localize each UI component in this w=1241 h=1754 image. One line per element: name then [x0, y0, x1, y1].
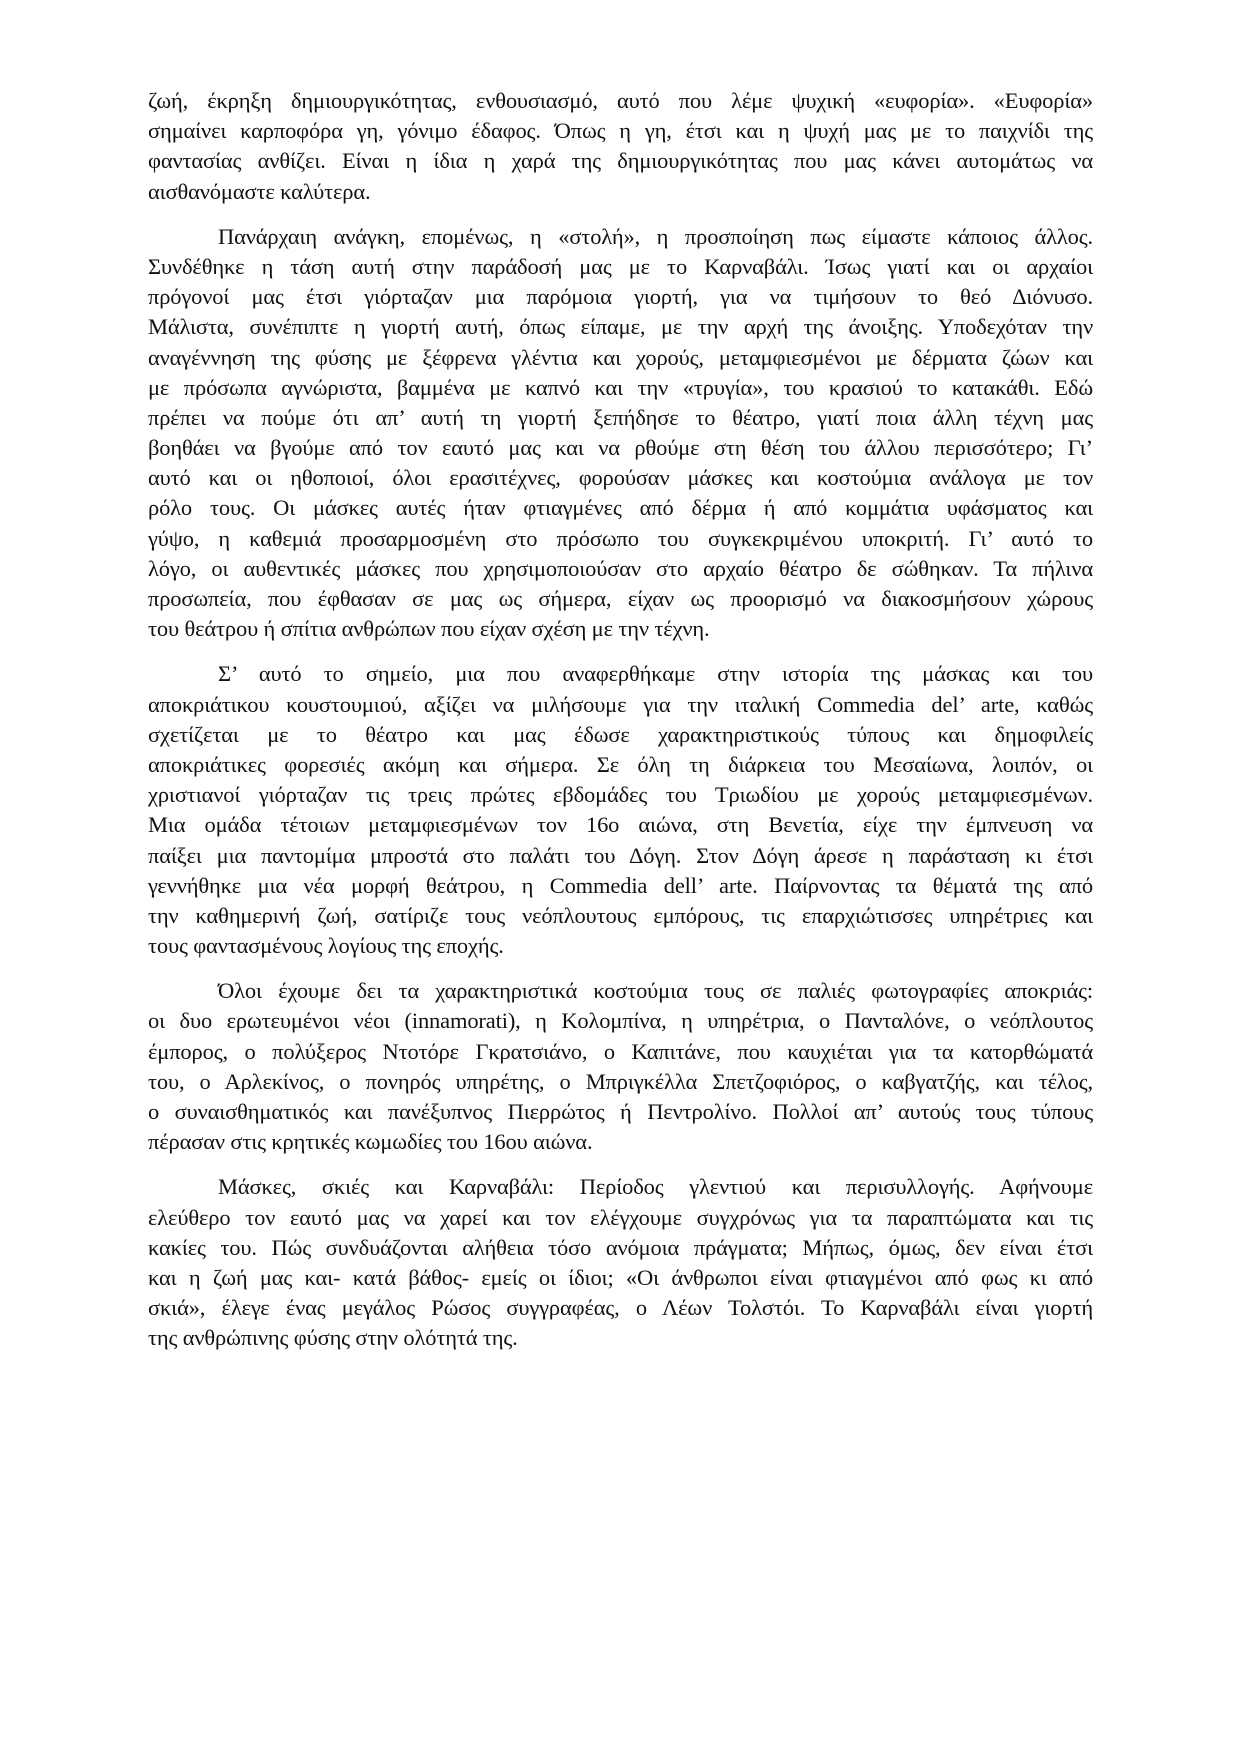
text-line: χριστιανοί γιόρταζαν τις τρεις πρώτες εβδομάδες του Τριωδίου με χορούς μεταμφιεσμένων.	[148, 782, 1093, 808]
text-line: Συνδέθηκε η τάση αυτή στην παράδοσή μας με το Καρναβάλι. Ίσως γιατί και οι αρχαίοι	[148, 253, 1093, 279]
paragraph-2	[148, 222, 1093, 645]
text-line: αποκριάτικες φορεσιές ακόμη και σήμερα. Σε όλη τη διάρκεια του Μεσαίωνα, λοιπόν, οι	[148, 751, 1093, 777]
text-line: και η ζωή μας και- κατά βάθος- εμείς οι ίδιοι; «Οι άνθρωποι είναι φτιαγμένοι από φως κι από	[148, 1264, 1093, 1290]
body-text	[148, 86, 1093, 1369]
text-line: Σ’ αυτό το σημείο, μια που αναφερθήκαμε στην ιστορία της μάσκας και του	[218, 661, 1093, 687]
text-line: της ανθρώπινης φύσης στην ολότητά της.	[148, 1325, 518, 1351]
text-line: Μια ομάδα τέτοιων μεταμφιεσμένων τον 16ο αιώνα, στη Βενετία, είχε την έμπνευση να	[148, 812, 1093, 838]
text-line: Πανάρχαιη ανάγκη, επομένως, η «στολή», η προσποίηση πως είμαστε κάποιος άλλος.	[218, 223, 1093, 249]
text-line: σχετίζεται με το θέατρο και μας έδωσε χαρακτηριστικούς τύπους και δημοφιλείς	[148, 721, 1093, 747]
text-line: με πρόσωπα αγνώριστα, βαμμένα με καπνό και την «τρυγία», του κρασιού το κατακάθι. Εδώ	[148, 374, 1093, 400]
text-line: αποκριάτικου κουστουμιού, αξίζει να μιλήσουμε για την ιταλική Commedia del’ arte, καθώς	[148, 691, 1093, 717]
paragraph-3	[148, 659, 1093, 961]
text-line: πρέπει να πούμε ότι απ’ αυτή τη γιορτή ξεπήδησε το θέατρο, γιατί ποια άλλη τέχνη μας	[148, 404, 1093, 430]
text-line: ζωή, έκρηξη δημιουργικότητας, ενθουσιασμό, αυτό που λέμε ψυχική «ευφορία». «Ευφορία»	[148, 88, 1093, 113]
text-line: κακίες του. Πώς συνδυάζονται αλήθεια τόσο ανόμοια πράγματα; Μήπως, όμως, δεν είναι έτσι	[148, 1234, 1093, 1260]
text-line: ο συναισθηματικός και πανέξυπνος Πιερρώτος ή Πεντρολίνο. Πολλοί απ’ αυτούς τους τύπους	[148, 1099, 1093, 1124]
text-line: αισθανόμαστε καλύτερα.	[148, 178, 371, 204]
paragraph-4	[148, 976, 1093, 1157]
text-line: γεννήθηκε μια νέα μορφή θεάτρου, η Commedia dell’ arte. Παίρνοντας τα θέματά της από	[148, 872, 1093, 898]
text-line: του, ο Αρλεκίνος, ο πονηρός υπηρέτης, ο Μπριγκέλλα Σπετζοφιόρος, ο καβγατζής, και τέλος,	[148, 1068, 1093, 1094]
text-line: πέρασαν στις κρητικές κωμωδίες του 16ου αιώνα.	[148, 1129, 593, 1155]
text-line: σκιά», έλεγε ένας μεγάλος Ρώσος συγγραφέας, ο Λέων Τολστόι. Το Καρναβάλι είναι γιορτή	[148, 1295, 1093, 1321]
paragraph-5	[148, 1172, 1093, 1353]
text-line: του θεάτρου ή σπίτια ανθρώπων που είχαν σχέση με την τέχνη.	[148, 616, 710, 642]
text-line: παίξει μια παντομίμα μπροστά στο παλάτι του Δόγη. Στον Δόγη άρεσε η παράσταση κι έτσι	[148, 842, 1093, 868]
text-line: ελεύθερο τον εαυτό μας να χαρεί και τον ελέγχουμε συγχρόνως για τα παραπτώματα και τις	[148, 1204, 1093, 1230]
text-line: αναγέννηση της φύσης με ξέφρενα γλέντια και χορούς, μεταμφιεσμένοι με δέρματα ζώων και	[148, 344, 1093, 370]
text-line: Μάλιστα, συνέπιπτε η γιορτή αυτή, όπως είπαμε, με την αρχή της άνοιξης. Υποδεχόταν την	[148, 314, 1093, 340]
paragraph-1	[148, 86, 1093, 207]
text-line: την καθημερινή ζωή, σατίριζε τους νεόπλουτους εμπόρους, τις επαρχιώτισσες υπηρέτριες και	[148, 902, 1093, 928]
text-line: Όλοι έχουμε δει τα χαρακτηριστικά κοστούμια τους σε παλιές φωτογραφίες αποκριάς:	[218, 978, 1093, 1004]
text-line: φαντασίας ανθίζει. Είναι η ίδια η χαρά της δημιουργικότητας που μας κάνει αυτομάτως να	[148, 148, 1093, 174]
text-line: τους φαντασμένους λογίους της εποχής.	[148, 933, 504, 959]
text-line: πρόγονοί μας έτσι γιόρταζαν μια παρόμοια γιορτή, για να τιμήσουν το θεό Διόνυσο.	[148, 284, 1093, 310]
text-line: έμπορος, ο πολύξερος Ντοτόρε Γκρατσιάνο, ο Καπιτάνε, που καυχιέται για τα κατορθώματά	[148, 1038, 1093, 1064]
text-line: ρόλο τους. Οι μάσκες αυτές ήταν φτιαγμένες από δέρμα ή από κομμάτια υφάσματος και	[148, 495, 1093, 521]
text-line: σημαίνει καρποφόρα γη, γόνιμο έδαφος. Όπως η γη, έτσι και η ψυχή μας με το παιχνίδι της	[148, 118, 1093, 144]
text-line: γύψο, η καθεμιά προσαρμοσμένη στο πρόσωπο του συγκεκριμένου υποκριτή. Γι’ αυτό το	[148, 525, 1093, 551]
text-line: βοηθάει να βγούμε από τον εαυτό μας και να ρθούμε στη θέση του άλλου περισσότερο; Γι’	[148, 435, 1093, 461]
text-line: Μάσκες, σκιές και Καρναβάλι: Περίοδος γλεντιού και περισυλλογής. Αφήνουμε	[218, 1174, 1093, 1200]
text-line: οι δυο ερωτευμένοι νέοι (innamorati), η Κολομπίνα, η υπηρέτρια, ο Πανταλόνε, ο νεόπλουτος	[148, 1008, 1093, 1034]
text-line: αυτό και οι ηθοποιοί, όλοι ερασιτέχνες, φορούσαν μάσκες και κοστούμια ανάλογα με τον	[148, 465, 1093, 491]
text-line: προσωπεία, που έφθασαν σε μας ως σήμερα, είχαν ως προορισμό να διακοσμήσουν χώρους	[148, 586, 1093, 611]
text-line: λόγο, οι αυθεντικές μάσκες που χρησιμοποιούσαν στο αρχαίο θέατρο δε σώθηκαν. Τα πήλινα	[148, 555, 1093, 581]
